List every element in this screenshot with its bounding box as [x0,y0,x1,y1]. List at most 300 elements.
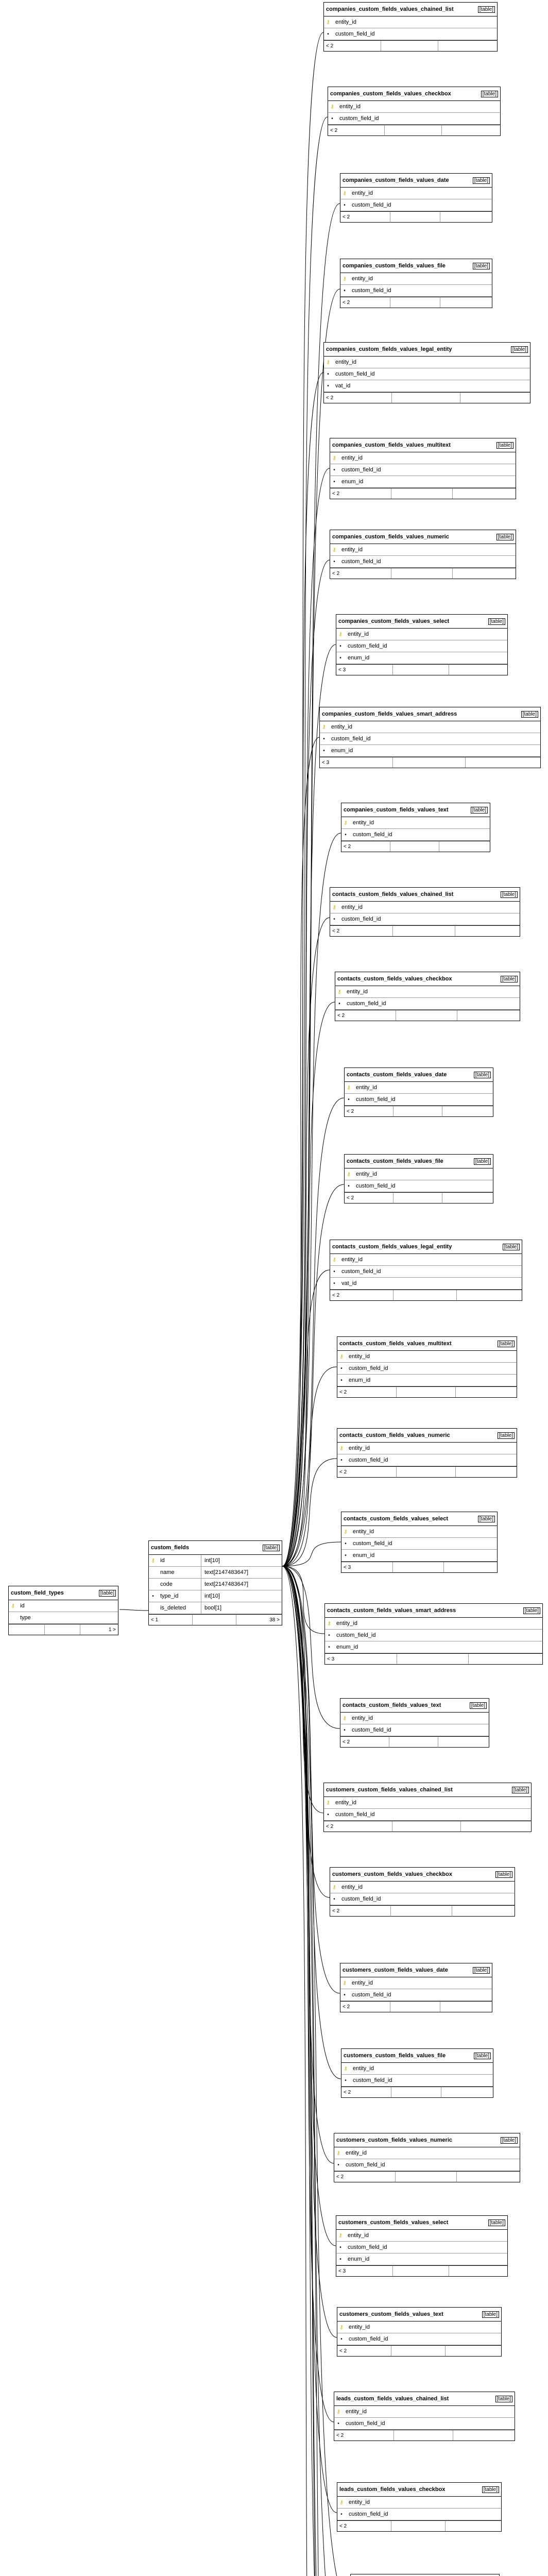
child-count[interactable] [446,2521,501,2531]
column-row[interactable] [340,285,492,297]
column-name[interactable]: type [20,1615,31,1621]
child-count[interactable] [438,1737,489,1747]
footer-cell[interactable] [396,2172,457,2182]
table-name[interactable]: contacts_custom_fields_values_numeric [339,1432,450,1438]
footer-cell[interactable] [391,2346,446,2356]
table-customers-custom-fields-values-date[interactable] [340,1963,492,2012]
column-row[interactable] [335,998,520,1010]
table-name[interactable]: companies_custom_fields_values_text [344,807,449,813]
column-row[interactable] [330,452,516,464]
child-count[interactable] [453,2430,515,2441]
column-name[interactable]: custom_field_id [352,202,391,208]
column-name[interactable]: vat_id [335,383,351,389]
table-name[interactable]: contacts_custom_fields_values_file [347,1158,443,1164]
column-row[interactable] [330,476,516,488]
footer-cell[interactable] [393,926,456,936]
column-row[interactable] [337,2497,501,2509]
footer-cell[interactable] [393,757,466,768]
column-row[interactable] [330,556,516,568]
column-row[interactable] [337,1454,517,1466]
table-name[interactable]: contacts_custom_fields_values_smart_address [327,1607,456,1614]
column-name[interactable]: custom_field_id [356,1183,396,1189]
column-name[interactable]: enum_id [353,1552,375,1558]
column-row[interactable] [330,1882,515,1893]
column-name[interactable]: type_id [160,1593,179,1599]
column-row[interactable] [336,2230,507,2242]
table-name[interactable]: companies_custom_fields_values_smart_address [322,711,457,717]
footer-cell[interactable] [393,2266,450,2276]
parent-count[interactable]: < 2 [324,41,381,51]
table-contacts-custom-fields-values-select[interactable] [341,1512,498,1573]
column-row[interactable] [330,1254,522,1266]
footer-cell[interactable] [45,1624,81,1635]
column-row[interactable] [328,101,500,113]
column-row[interactable] [330,902,520,913]
table-name[interactable]: customers_custom_fields_values_chained_list [326,1787,453,1793]
table-companies-custom-fields-values-smart-address[interactable] [319,707,541,768]
child-count[interactable] [440,212,492,222]
column-name[interactable]: custom_field_id [347,1001,386,1007]
column-row[interactable] [330,1893,515,1905]
parent-count[interactable]: < 3 [320,757,393,768]
footer-cell[interactable] [391,568,453,579]
column-name[interactable]: custom_field_id [346,2420,385,2427]
child-count[interactable] [456,1467,517,1477]
footer-cell[interactable] [397,1387,456,1397]
parent-count[interactable]: < 2 [330,926,393,936]
footer-cell[interactable] [392,1821,461,1832]
table-contacts-custom-fields-values-checkbox[interactable] [335,972,520,1021]
parent-count[interactable]: < 2 [337,2346,391,2356]
column-name[interactable]: entity_id [356,1171,377,1177]
parent-count[interactable]: < 2 [337,2521,391,2531]
table-name[interactable]: contacts_custom_fields_values_date [347,1072,447,1078]
column-row[interactable] [336,629,507,640]
child-count[interactable] [441,2087,493,2097]
column-name[interactable]: custom_field_id [349,1365,388,1371]
column-name[interactable]: name [160,1569,175,1575]
table-name[interactable]: contacts_custom_fields_values_checkbox [337,976,452,982]
table-name[interactable]: leads_custom_fields_values_checkbox [339,2486,446,2493]
column-row[interactable] [336,640,507,652]
footer-cell[interactable] [390,2002,440,2012]
table-leads-custom-fields-values-date[interactable] [350,2574,500,2576]
column-row[interactable] [336,2242,507,2253]
column-row[interactable] [149,1602,282,1614]
parent-count[interactable]: < 2 [330,568,391,579]
table-customers-custom-fields-values-checkbox[interactable] [330,1867,515,1917]
column-row[interactable] [341,1538,497,1550]
column-name[interactable]: entity_id [349,2499,370,2505]
table-contacts-custom-fields-values-chained-list[interactable] [330,887,520,937]
column-name[interactable]: entity_id [353,2065,374,2072]
column-name[interactable]: custom_field_id [331,736,371,742]
child-count[interactable] [439,841,490,852]
child-count[interactable] [438,41,497,51]
table-companies-custom-fields-values-checkbox[interactable] [328,87,501,136]
parent-count[interactable]: < 2 [334,2430,394,2441]
table-name[interactable]: contacts_custom_fields_values_multitext [339,1341,452,1347]
column-name[interactable]: entity_id [356,1084,377,1091]
footer-cell[interactable] [390,212,440,222]
parent-count[interactable]: < 2 [341,2087,391,2097]
column-name[interactable]: entity_id [352,1980,373,1986]
table-name[interactable]: customers_custom_fields_values_date [342,1967,448,1973]
column-name[interactable]: entity_id [349,1445,370,1451]
table-name[interactable]: contacts_custom_fields_values_legal_entity [332,1244,452,1250]
column-name[interactable]: entity_id [349,1353,370,1360]
table-leads-custom-fields-values-chained-list[interactable] [334,2392,515,2441]
column-name[interactable]: entity_id [341,547,363,553]
column-name[interactable]: custom_field_id [349,1457,388,1463]
table-name[interactable]: leads_custom_fields_values_chained_list [336,2396,449,2402]
column-name[interactable]: enum_id [348,655,370,661]
column-row[interactable] [340,188,492,199]
column-row[interactable] [341,1526,497,1538]
child-count[interactable] [449,665,507,675]
footer-cell[interactable] [393,1290,457,1300]
column-row[interactable] [324,1797,531,1809]
column-name[interactable]: custom_field_id [353,832,392,838]
column-name[interactable]: entity_id [335,359,356,365]
child-count[interactable]: 38 > [269,1617,280,1623]
child-count[interactable] [449,2266,507,2276]
parent-count[interactable]: < 3 [336,665,393,675]
table-name[interactable]: companies_custom_fields_values_multitext [332,442,451,448]
column-name[interactable]: entity_id [331,724,352,730]
table-contacts-custom-fields-values-multitext[interactable] [337,1336,517,1398]
footer-cell[interactable] [389,1737,438,1747]
column-row[interactable] [325,1618,542,1630]
column-row[interactable] [149,1590,282,1602]
child-count[interactable] [452,1906,515,1916]
column-name[interactable]: entity_id [352,276,373,282]
parent-count[interactable]: < 2 [340,2002,390,2012]
table-companies-custom-fields-values-chained-list[interactable] [323,2,498,52]
parent-count[interactable]: < 2 [345,1193,393,1203]
footer-cell[interactable] [381,41,438,51]
column-row[interactable] [149,1579,282,1590]
column-name[interactable]: entity_id [348,2232,369,2239]
table-contacts-custom-fields-values-numeric[interactable] [337,1428,517,1478]
column-row[interactable] [340,1713,489,1724]
table-contacts-custom-fields-values-smart-address[interactable] [324,1603,543,1665]
column-row[interactable] [340,273,492,285]
column-name[interactable]: custom_field_id [356,1096,396,1103]
column-row[interactable] [337,1351,517,1363]
column-row[interactable] [341,817,490,829]
column-name[interactable]: custom_field_id [352,287,391,294]
parent-count[interactable]: < 2 [324,393,392,403]
column-name[interactable]: entity_id [352,1715,373,1721]
table-name[interactable]: contacts_custom_fields_values_chained_list [332,891,454,897]
parent-count[interactable]: < 2 [341,841,390,852]
table-customers-custom-fields-values-select[interactable] [336,2215,508,2277]
table-customers-custom-fields-values-file[interactable] [341,2048,493,2098]
parent-count[interactable]: < 3 [341,1562,393,1572]
footer-cell[interactable] [193,1615,236,1625]
column-name[interactable]: entity_id [348,631,369,637]
column-row[interactable] [341,829,490,841]
column-name[interactable]: enum_id [331,748,353,754]
table-customers-custom-fields-values-text[interactable] [337,2307,502,2357]
child-count[interactable]: 1 > [108,1626,116,1633]
column-row[interactable] [334,2406,515,2418]
table-custom-fields[interactable] [148,1540,282,1625]
table-name[interactable]: customers_custom_fields_values_select [338,2219,449,2226]
column-name[interactable]: entity_id [346,2150,367,2156]
child-count[interactable] [446,2346,501,2356]
child-count[interactable] [453,568,516,579]
column-name[interactable]: entity_id [339,104,361,110]
column-row[interactable] [340,1724,489,1736]
column-row[interactable] [324,16,497,28]
child-count[interactable] [455,926,520,936]
column-name[interactable]: code [160,1581,173,1587]
column-row[interactable] [149,1555,282,1567]
column-row[interactable] [334,2159,520,2171]
parent-count[interactable]: < 2 [328,125,385,135]
column-name[interactable]: custom_field_id [341,558,381,565]
child-count[interactable] [466,757,540,768]
column-name[interactable]: custom_field_id [339,115,379,122]
column-row[interactable] [345,1094,493,1106]
column-name[interactable]: custom_field_id [341,916,381,922]
column-name[interactable]: is_deleted [160,1605,186,1611]
child-count[interactable] [442,1106,493,1116]
table-name[interactable]: companies_custom_fields_values_chained_list [326,6,454,12]
footer-cell[interactable] [391,1906,452,1916]
column-name[interactable]: entity_id [341,455,363,461]
table-companies-custom-fields-values-file[interactable] [340,259,492,308]
column-name[interactable]: custom_field_id [348,643,387,649]
child-count[interactable] [469,1654,542,1664]
footer-cell[interactable] [397,1654,469,1664]
table-name[interactable]: companies_custom_fields_values_date [342,177,449,183]
column-row[interactable] [345,1168,493,1180]
column-row[interactable] [320,733,540,745]
table-custom-field-types[interactable] [8,1586,118,1635]
table-companies-custom-fields-values-multitext[interactable] [330,438,516,499]
column-name[interactable]: entity_id [341,904,363,910]
column-row[interactable] [336,652,507,664]
table-contacts-custom-fields-values-file[interactable] [344,1154,493,1204]
column-name[interactable]: enum_id [336,1644,358,1650]
column-row[interactable] [330,1266,522,1278]
column-name[interactable]: entity_id [346,2409,367,2415]
column-row[interactable] [330,464,516,476]
table-name[interactable]: contacts_custom_fields_values_text [342,1702,441,1708]
footer-cell[interactable] [390,841,439,852]
column-name[interactable]: custom_field_id [335,1811,375,1818]
column-name[interactable]: id [160,1557,165,1564]
column-name[interactable]: custom_field_id [346,2162,385,2168]
column-name[interactable]: custom_field_id [349,2336,388,2342]
column-name[interactable]: entity_id [353,1529,374,1535]
column-row[interactable] [336,2253,507,2265]
column-row[interactable] [335,986,520,998]
child-count[interactable] [460,393,530,403]
table-companies-custom-fields-values-date[interactable] [340,173,492,223]
column-name[interactable]: entity_id [352,190,373,196]
column-name[interactable]: entity_id [347,989,368,995]
column-row[interactable] [334,2418,515,2430]
table-name[interactable]: companies_custom_fields_values_legal_entity [326,346,452,352]
column-name[interactable]: custom_field_id [341,467,381,473]
child-count[interactable] [444,1562,497,1572]
column-name[interactable]: entity_id [341,1884,363,1890]
column-name[interactable]: entity_id [349,2324,370,2330]
table-companies-custom-fields-values-numeric[interactable] [330,530,516,579]
column-name[interactable]: custom_field_id [341,1268,381,1275]
column-row[interactable] [340,1977,492,1989]
column-row[interactable] [341,2075,493,2087]
column-row[interactable] [324,1809,531,1821]
column-row[interactable] [325,1641,542,1653]
column-name[interactable]: custom_field_id [335,31,375,37]
parent-count[interactable]: < 2 [334,2172,396,2182]
footer-cell[interactable] [393,1193,442,1203]
footer-cell[interactable] [393,1106,442,1116]
column-row[interactable] [341,1550,497,1562]
column-row[interactable] [337,2333,501,2345]
table-name[interactable]: customers_custom_fields_values_file [344,2053,446,2059]
table-name[interactable]: contacts_custom_fields_values_select [344,1516,448,1522]
parent-count[interactable]: < 1 [149,1615,193,1625]
table-name[interactable]: custom_fields [151,1545,189,1551]
column-name[interactable]: entity_id [335,19,356,25]
footer-cell[interactable] [392,393,460,403]
child-count[interactable] [453,488,516,499]
table-name[interactable]: customers_custom_fields_values_text [339,2311,443,2317]
table-name[interactable]: companies_custom_fields_values_numeric [332,534,449,540]
table-customers-custom-fields-values-numeric[interactable] [334,2133,520,2182]
table-name[interactable]: companies_custom_fields_values_checkbox [330,91,451,97]
column-row[interactable] [320,721,540,733]
parent-count[interactable]: < 2 [330,488,391,499]
column-row[interactable] [9,1612,118,1624]
table-companies-custom-fields-values-select[interactable] [336,614,508,675]
child-count[interactable] [442,125,500,135]
column-row[interactable] [340,199,492,211]
column-name[interactable]: custom_field_id [348,2244,387,2250]
column-row[interactable] [337,2509,501,2520]
table-name[interactable]: companies_custom_fields_values_file [342,263,446,269]
column-row[interactable] [337,1443,517,1454]
parent-count[interactable]: < 2 [340,297,390,308]
table-contacts-custom-fields-values-date[interactable] [344,1067,493,1117]
parent-count[interactable] [9,1624,45,1635]
child-count[interactable] [457,2172,520,2182]
parent-count[interactable]: < 2 [340,212,390,222]
column-name[interactable]: custom_field_id [353,2077,392,2083]
column-name[interactable]: entity_id [335,1800,356,1806]
column-name[interactable]: id [20,1603,25,1609]
column-row[interactable] [334,2147,520,2159]
parent-count[interactable]: < 2 [330,1290,393,1300]
footer-cell[interactable] [393,665,450,675]
child-count[interactable] [440,297,492,308]
parent-count[interactable]: < 2 [324,1821,392,1832]
footer-cell[interactable] [394,2430,454,2441]
table-name[interactable]: companies_custom_fields_values_select [338,618,450,624]
column-row[interactable] [345,1082,493,1094]
column-name[interactable]: custom_field_id [335,371,375,377]
column-row[interactable] [149,1567,282,1579]
column-row[interactable] [341,2063,493,2075]
child-count[interactable] [461,1821,531,1832]
column-row[interactable] [337,1363,517,1375]
table-contacts-custom-fields-values-legal-entity[interactable] [330,1240,522,1301]
column-row[interactable] [330,544,516,556]
column-row[interactable] [330,1278,522,1290]
column-name[interactable]: vat_id [341,1280,357,1286]
column-name[interactable]: entity_id [353,820,374,826]
parent-count[interactable]: < 2 [335,1010,396,1021]
table-customers-custom-fields-values-chained-list[interactable] [323,1783,532,1832]
table-name[interactable]: customers_custom_fields_values_checkbox [332,1871,452,1877]
column-name[interactable]: custom_field_id [352,1992,391,1998]
column-row[interactable] [320,745,540,757]
column-name[interactable]: enum_id [349,1377,371,1383]
table-companies-custom-fields-values-legal-entity[interactable] [323,342,530,403]
column-name[interactable]: entity_id [341,1257,363,1263]
column-row[interactable] [328,113,500,125]
column-row[interactable] [345,1180,493,1192]
column-name[interactable]: enum_id [348,2256,370,2262]
table-leads-custom-fields-values-checkbox[interactable] [337,2482,502,2532]
column-name[interactable]: enum_id [341,479,364,485]
column-row[interactable] [324,380,530,392]
parent-count[interactable]: < 2 [345,1106,393,1116]
footer-cell[interactable] [391,2521,446,2531]
parent-count[interactable]: < 2 [330,1906,391,1916]
column-name[interactable]: custom_field_id [353,1540,392,1547]
child-count[interactable] [442,1193,493,1203]
column-row[interactable] [324,368,530,380]
parent-count[interactable]: < 2 [337,1467,397,1477]
column-name[interactable]: custom_field_id [349,2511,388,2517]
footer-cell[interactable] [391,488,453,499]
column-row[interactable] [330,913,520,925]
parent-count[interactable]: < 3 [325,1654,397,1664]
column-row[interactable] [325,1630,542,1641]
column-row[interactable] [337,2321,501,2333]
footer-cell[interactable] [385,125,441,135]
column-name[interactable]: entity_id [336,1620,357,1626]
parent-count[interactable]: < 2 [340,1737,389,1747]
footer-cell[interactable] [397,1467,456,1477]
table-name[interactable]: customers_custom_fields_values_numeric [336,2137,452,2143]
parent-count[interactable]: < 3 [336,2266,393,2276]
column-name[interactable]: custom_field_id [336,1632,376,1638]
footer-cell[interactable] [391,2087,441,2097]
parent-count[interactable]: < 2 [337,1387,397,1397]
column-row[interactable] [337,1375,517,1386]
child-count[interactable] [457,1290,522,1300]
column-row[interactable] [9,1600,118,1612]
child-count[interactable] [456,1387,517,1397]
footer-cell[interactable] [390,297,440,308]
column-row[interactable] [324,357,530,368]
table-companies-custom-fields-values-text[interactable] [341,803,490,852]
child-count[interactable] [440,2002,492,2012]
column-name[interactable]: custom_field_id [341,1896,381,1902]
column-name[interactable]: custom_field_id [352,1727,391,1733]
table-name[interactable]: custom_field_types [11,1590,64,1596]
column-row[interactable] [340,1989,492,2001]
footer-cell[interactable] [396,1010,457,1021]
